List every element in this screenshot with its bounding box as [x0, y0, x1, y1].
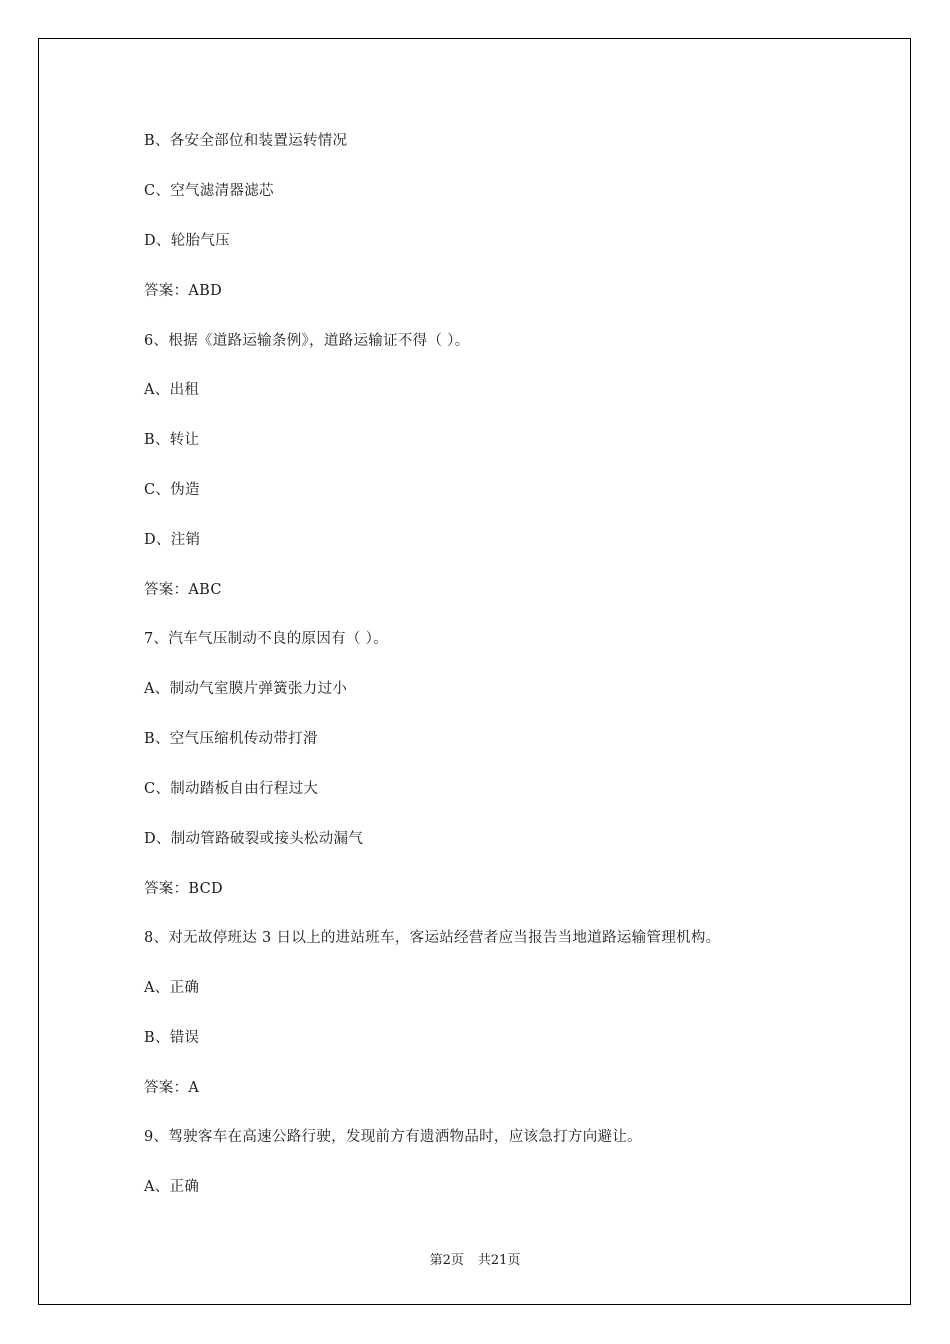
option-a-q8: A、正确 [144, 980, 200, 996]
option-b-q7: B、空气压缩机传动带打滑 [144, 731, 318, 747]
option-c-q7: C、制动踏板自由行程过大 [144, 781, 319, 797]
option-d-q7: D、制动管路破裂或接头松动漏气 [144, 831, 364, 847]
option-a-q9: A、正确 [144, 1179, 200, 1195]
option-b-q5: B、各安全部位和装置运转情况 [144, 133, 348, 149]
option-b-q8: B、错误 [144, 1030, 200, 1046]
option-c-q6: C、伪造 [144, 482, 200, 498]
option-b-q6: B、转让 [144, 432, 200, 448]
option-d-q6: D、注销 [144, 532, 201, 548]
question-7: 7、汽车气压制动不良的原因有（ ）。 [144, 631, 388, 647]
option-c-q5: C、空气滤清器滤芯 [144, 183, 274, 199]
page-total: 共21页 [477, 1253, 521, 1268]
answer-q6: 答案：ABC [144, 582, 222, 598]
answer-q7: 答案：BCD [144, 881, 223, 897]
page-footer [0, 1249, 950, 1268]
question-9: 9、驾驶客车在高速公路行驶，发现前方有遗洒物品时，应该急打方向避让。 [144, 1129, 642, 1145]
answer-q5: 答案：ABD [144, 283, 223, 299]
question-6: 6、根据《道路运输条例》，道路运输证不得（ ）。 [144, 333, 470, 349]
option-a-q7: A、制动气室膜片弹簧张力过小 [144, 681, 348, 697]
option-a-q6: A、出租 [144, 382, 200, 398]
option-d-q5: D、轮胎气压 [144, 233, 230, 249]
question-8: 8、对无故停班达 3 日以上的进站班车，客运站经营者应当报告当地道路运输管理机构。 [144, 930, 721, 946]
page-number: 第2页 [429, 1253, 464, 1268]
answer-q8: 答案：A [144, 1080, 200, 1096]
